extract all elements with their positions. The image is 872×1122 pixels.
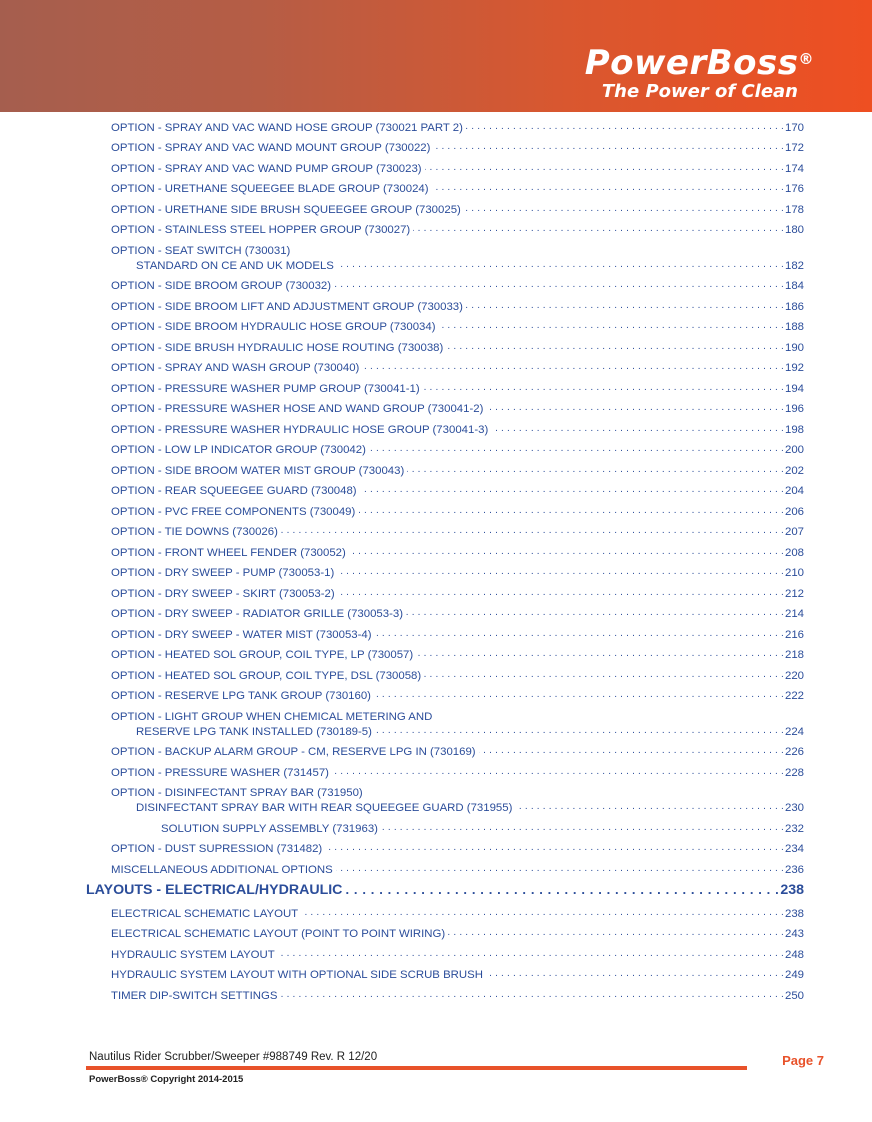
toc-entry[interactable] xyxy=(111,505,804,519)
toc-entry-title: OPTION - SPRAY AND VAC WAND MOUNT GROUP (730022) xyxy=(111,142,431,154)
toc-entry[interactable] xyxy=(111,766,804,780)
toc-entry-title: OPTION - STAINLESS STEEL HOPPER GROUP (730027) xyxy=(111,224,411,236)
toc-entry-title: ELECTRICAL SCHEMATIC LAYOUT (POINT TO POINT WIRING) xyxy=(111,928,446,940)
dot-leader xyxy=(439,320,784,332)
toc-entry[interactable] xyxy=(111,402,804,416)
toc-page-number: 206 xyxy=(784,506,804,518)
toc-entry-title: OPTION - DRY SWEEP - PUMP (730053-1) xyxy=(111,567,335,579)
toc-page-number: 200 xyxy=(784,444,804,456)
toc-entry[interactable] xyxy=(111,162,804,176)
toc-entry-title: OPTION - SIDE BROOM WATER MIST GROUP (730043) xyxy=(111,465,405,477)
toc-entry-title: OPTION - PVC FREE COMPONENTS (730049) xyxy=(111,506,356,518)
toc-entry[interactable] xyxy=(111,989,804,1003)
dot-leader xyxy=(416,648,784,660)
toc-entry[interactable] xyxy=(111,863,804,877)
toc-entry[interactable] xyxy=(111,423,804,437)
toc-entry-title: OPTION - FRONT WHEEL FENDER (730052) xyxy=(111,547,346,559)
dot-leader xyxy=(448,927,784,939)
toc-page-number: 176 xyxy=(784,183,804,195)
toc-entry[interactable] xyxy=(136,801,804,815)
toc-page-number: 238 xyxy=(780,882,804,898)
dot-leader xyxy=(334,279,784,291)
toc-page-number: 207 xyxy=(784,526,804,538)
toc-entry-continuation: RESERVE LPG TANK INSTALLED (730189-5) xyxy=(136,726,372,738)
toc-entry-title: OPTION - SPRAY AND VAC WAND HOSE GROUP (730021 PART 2) xyxy=(111,122,463,134)
toc-entry-title: OPTION - SEAT SWITCH (730031) xyxy=(111,245,291,257)
toc-page-number: 182 xyxy=(784,260,804,272)
toc-entry[interactable] xyxy=(111,628,804,642)
toc-entry[interactable] xyxy=(111,927,804,941)
toc-entry[interactable] xyxy=(111,689,804,703)
toc-entry[interactable] xyxy=(111,587,804,601)
toc-entry-title: OPTION - HEATED SOL GROUP, COIL TYPE, LP (730057) xyxy=(111,649,414,661)
toc-entry-title: OPTION - SPRAY AND VAC WAND PUMP GROUP (730023) xyxy=(111,163,422,175)
toc-page-number: 218 xyxy=(784,649,804,661)
toc-entry-title: OPTION - DUST SUPRESSION (731482) xyxy=(111,843,323,855)
logo-tagline: The Power of Clean xyxy=(601,81,798,102)
dot-leader xyxy=(407,464,784,476)
toc-page-number: 214 xyxy=(784,608,804,620)
toc-entry[interactable] xyxy=(111,341,804,355)
toc-entry-title: OPTION - PRESSURE WASHER (731457) xyxy=(111,767,329,779)
toc-entry[interactable] xyxy=(111,300,804,314)
toc-entry-title: OPTION - DRY SWEEP - RADIATOR GRILLE (730053-3) xyxy=(111,608,404,620)
dot-leader xyxy=(358,505,784,517)
toc-page-number: 236 xyxy=(784,864,804,876)
toc-entry[interactable] xyxy=(111,484,804,498)
dot-leader xyxy=(280,989,784,1001)
toc-page-number: 178 xyxy=(784,204,804,216)
toc-entry-title: OPTION - URETHANE SQUEEGEE BLADE GROUP (730024) xyxy=(111,183,429,195)
toc-entry[interactable] xyxy=(136,259,804,273)
toc-page-number: 226 xyxy=(784,746,804,758)
dot-leader xyxy=(337,259,784,271)
toc-entry[interactable] xyxy=(111,669,804,683)
dot-leader xyxy=(375,628,784,640)
dot-leader xyxy=(413,223,784,235)
toc-page-number: 196 xyxy=(784,403,804,415)
toc-entry[interactable] xyxy=(111,607,804,621)
toc-page-number: 212 xyxy=(784,588,804,600)
toc-entry[interactable] xyxy=(111,546,804,560)
toc-entry-title: OPTION - SIDE BROOM LIFT AND ADJUSTMENT GROUP (730033) xyxy=(111,301,463,313)
dot-leader xyxy=(432,182,784,194)
toc-entry-title: OPTION - LOW LP INDICATOR GROUP (730042) xyxy=(111,444,366,456)
toc-page-number: 238 xyxy=(784,908,804,920)
toc-entry-continuation: STANDARD ON CE AND UK MODELS xyxy=(136,260,334,272)
toc-entry[interactable] xyxy=(111,525,804,539)
toc-entry[interactable] xyxy=(111,443,804,457)
toc-page-number: 172 xyxy=(784,142,804,154)
toc-entry[interactable] xyxy=(136,725,804,739)
toc-entry-title: OPTION - SIDE BROOM GROUP (730032) xyxy=(111,280,332,292)
toc-entry-title: OPTION - REAR SQUEEGEE GUARD (730048) xyxy=(111,485,357,497)
powerboss-logo xyxy=(585,44,814,102)
toc-page-number: 186 xyxy=(784,301,804,313)
toc-entry-title: OPTION - TIE DOWNS (730026) xyxy=(111,526,278,538)
toc-entry-title: OPTION - DRY SWEEP - WATER MIST (730053-4) xyxy=(111,629,372,641)
dot-leader xyxy=(464,203,784,215)
toc-entry[interactable] xyxy=(111,566,804,580)
toc-entry-title: HYDRAULIC SYSTEM LAYOUT xyxy=(111,949,275,961)
toc-entry-title: OPTION - HEATED SOL GROUP, COIL TYPE, DSL (730058) xyxy=(111,670,422,682)
toc-page-number: 216 xyxy=(784,629,804,641)
toc-entry-title: OPTION - DISINFECTANT SPRAY BAR (731950) xyxy=(111,787,363,799)
dot-leader xyxy=(424,669,784,681)
dot-leader xyxy=(423,382,784,394)
dot-leader xyxy=(466,300,784,312)
toc-entry[interactable] xyxy=(111,842,804,856)
dot-leader xyxy=(349,546,784,558)
toc-page-number: 202 xyxy=(784,465,804,477)
dot-leader xyxy=(278,948,784,960)
toc-entry[interactable] xyxy=(111,464,804,478)
toc-page-number: 249 xyxy=(784,969,804,981)
toc-page-number: 230 xyxy=(784,802,804,814)
toc-page-number: 228 xyxy=(784,767,804,779)
dot-leader xyxy=(479,745,784,757)
toc-entry[interactable] xyxy=(111,948,804,962)
toc-entry[interactable] xyxy=(111,907,804,921)
toc-page-number: 220 xyxy=(784,670,804,682)
toc-entry-title: OPTION - RESERVE LPG TANK GROUP (730160) xyxy=(111,690,371,702)
dot-leader xyxy=(433,141,784,153)
toc-entry-title: OPTION - BACKUP ALARM GROUP - CM, RESERVE LPG IN (730169) xyxy=(111,746,476,758)
toc-entry[interactable] xyxy=(111,279,804,293)
toc-entry-title: HYDRAULIC SYSTEM LAYOUT WITH OPTIONAL SIDE SCRUB BRUSH xyxy=(111,969,483,981)
dot-leader xyxy=(332,766,784,778)
dot-leader xyxy=(345,883,779,897)
toc-entry-title: OPTION - SPRAY AND WASH GROUP (730040) xyxy=(111,362,360,374)
toc-page-number: 192 xyxy=(784,362,804,374)
toc-entry[interactable] xyxy=(111,320,804,334)
dot-leader xyxy=(466,121,784,133)
toc-entry[interactable] xyxy=(111,141,804,155)
toc-entry-title: OPTION - PRESSURE WASHER HYDRAULIC HOSE GROUP (730041-3) xyxy=(111,424,489,436)
toc-entry-title: TIMER DIP-SWITCH SETTINGS xyxy=(111,990,278,1002)
toc-page-number: 188 xyxy=(784,321,804,333)
toc-entry-title: OPTION - URETHANE SIDE BRUSH SQUEEGEE GROUP (730025) xyxy=(111,204,461,216)
toc-entry-title: OPTION - PRESSURE WASHER HOSE AND WAND GROUP (730041-2) xyxy=(111,403,484,415)
toc-entry-title: SOLUTION SUPPLY ASSEMBLY (731963) xyxy=(161,823,378,835)
toc-entry[interactable] xyxy=(111,382,804,396)
toc-page-number: 198 xyxy=(784,424,804,436)
toc-page-number: 204 xyxy=(784,485,804,497)
toc-section-heading[interactable] xyxy=(86,882,804,899)
toc-entry[interactable] xyxy=(161,822,804,836)
dot-leader xyxy=(515,801,784,813)
toc-entry[interactable] xyxy=(111,121,804,135)
toc-entry-title: OPTION - SIDE BROOM HYDRAULIC HOSE GROUP (730034) xyxy=(111,321,436,333)
toc-entry[interactable] xyxy=(111,223,804,237)
dot-leader xyxy=(486,402,784,414)
toc-page-number: 248 xyxy=(784,949,804,961)
toc-entry-title: ELECTRICAL SCHEMATIC LAYOUT xyxy=(111,908,299,920)
footer-page-number: Page 7 xyxy=(782,1053,824,1068)
toc-page-number: 222 xyxy=(784,690,804,702)
dot-leader xyxy=(446,341,784,353)
footer-manual-title: Nautilus Rider Scrubber/Sweeper #988749 Rev. R 12/20 xyxy=(89,1051,378,1063)
toc-page-number: 170 xyxy=(784,122,804,134)
dot-leader xyxy=(374,689,784,701)
footer-copyright: PowerBoss® Copyright 2014-2015 xyxy=(89,1074,244,1085)
toc-entry-title: MISCELLANEOUS ADDITIONAL OPTIONS xyxy=(111,864,333,876)
toc-entry[interactable] xyxy=(111,203,804,217)
dot-leader xyxy=(336,863,784,875)
toc-entry-continuation: DISINFECTANT SPRAY BAR WITH REAR SQUEEGEE GUARD (731955) xyxy=(136,802,513,814)
toc-entry[interactable] xyxy=(111,361,804,375)
toc-entry[interactable] xyxy=(111,745,804,759)
toc-page-number: 234 xyxy=(784,843,804,855)
toc-page-number: 184 xyxy=(784,280,804,292)
toc-entry[interactable] xyxy=(111,648,804,662)
dot-leader xyxy=(301,907,784,919)
logo-registered-mark: ® xyxy=(798,50,814,68)
toc-entry[interactable] xyxy=(111,182,804,196)
toc-page-number: 190 xyxy=(784,342,804,354)
footer-divider xyxy=(86,1066,747,1070)
dot-leader xyxy=(337,566,784,578)
toc-page-number: 224 xyxy=(784,726,804,738)
toc-page-number: 243 xyxy=(784,928,804,940)
toc-page-number: 208 xyxy=(784,547,804,559)
dot-leader xyxy=(281,525,784,537)
dot-leader xyxy=(491,423,784,435)
dot-leader xyxy=(486,968,784,980)
logo-brand: PowerBoss xyxy=(584,43,799,83)
dot-leader xyxy=(425,162,784,174)
toc-page-number: 232 xyxy=(784,823,804,835)
dot-leader xyxy=(406,607,784,619)
dot-leader xyxy=(375,725,784,737)
toc-page-number: 194 xyxy=(784,383,804,395)
toc-entry-title: OPTION - DRY SWEEP - SKIRT (730053-2) xyxy=(111,588,335,600)
toc-entry-title: OPTION - LIGHT GROUP WHEN CHEMICAL METERING AND xyxy=(111,711,433,723)
dot-leader xyxy=(362,361,784,373)
toc-page-number: 180 xyxy=(784,224,804,236)
toc-entry-title: OPTION - SIDE BRUSH HYDRAULIC HOSE ROUTING (730038) xyxy=(111,342,444,354)
page-header-banner xyxy=(0,0,872,112)
toc-page-number: 210 xyxy=(784,567,804,579)
dot-leader xyxy=(360,484,784,496)
dot-leader xyxy=(325,842,784,854)
toc-entry-title: LAYOUTS - ELECTRICAL/HYDRAULIC xyxy=(86,882,343,898)
dot-leader xyxy=(381,822,784,834)
toc-page-number: 250 xyxy=(784,990,804,1002)
toc-entry[interactable] xyxy=(111,968,804,982)
toc-entry-title: OPTION - PRESSURE WASHER PUMP GROUP (730041-1) xyxy=(111,383,420,395)
dot-leader xyxy=(369,443,784,455)
toc-page-number: 174 xyxy=(784,163,804,175)
dot-leader xyxy=(338,587,784,599)
